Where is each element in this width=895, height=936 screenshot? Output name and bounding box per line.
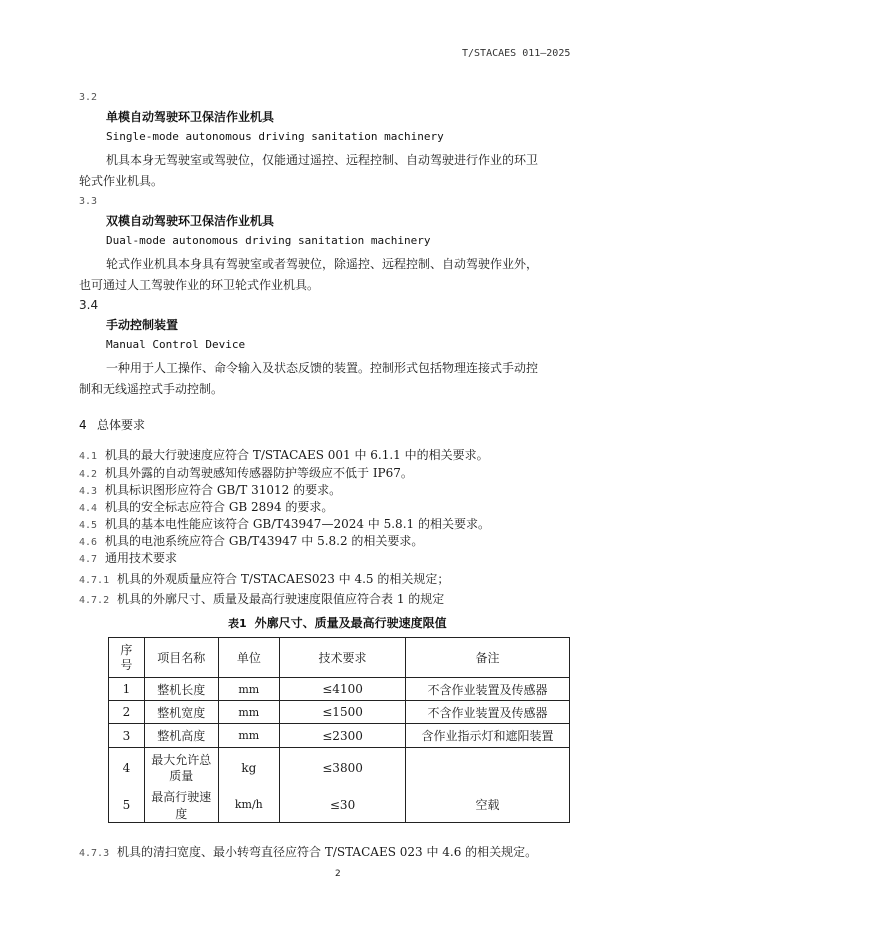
cell-requirement: ≤1500	[280, 701, 406, 724]
cell-requirement: ≤3800	[280, 748, 406, 788]
cell-seq: 4	[109, 748, 145, 788]
requirement-item	[79, 481, 341, 498]
table-caption-number: 表1	[228, 617, 247, 630]
requirement-item	[79, 843, 537, 860]
term-definition-line: 轮式作业机具。	[79, 174, 164, 188]
term-definition-line: 轮式作业机具本身具有驾驶室或者驾驶位，除遥控、远程控制、自动驾驶作业外，	[106, 257, 539, 271]
cell-seq: 2	[109, 701, 145, 724]
document-code: T/STACAES 011—2025	[462, 48, 571, 59]
item-text: 机具的电池系统应符合 GB/T43947 中 5.8.2 的相关要求。	[105, 534, 424, 548]
requirement-item	[79, 532, 423, 549]
table-row	[109, 678, 570, 701]
cell-note: 空载	[406, 788, 570, 823]
item-text: 机具的基本电性能应该符合 GB/T43947—2024 中 5.8.1 的相关要求。	[105, 517, 490, 531]
term-definition-line: 一种用于人工操作、命令输入及状态反馈的装置。控制形式包括物理连接式手动控	[106, 361, 539, 375]
term-title-en: Single-mode autonomous driving sanitation machinery	[106, 130, 444, 143]
table-row	[109, 724, 570, 748]
header-cell-note: 备注	[406, 638, 570, 678]
term-title-zh: 手动控制装置	[106, 318, 179, 332]
cell-unit: mm	[218, 701, 279, 724]
requirement-item	[79, 570, 449, 587]
term-title-zh: 双模自动驾驶环卫保洁作业机具	[106, 214, 275, 228]
cell-seq: 3	[109, 724, 145, 748]
cell-requirement: ≤2300	[280, 724, 406, 748]
cell-note	[406, 748, 570, 788]
item-text: 机具外露的自动驾驶感知传感器防护等级应不低于 IP67。	[105, 466, 413, 480]
table-row	[109, 701, 570, 724]
item-number: 4.7	[79, 554, 98, 565]
item-number: 4.2	[79, 469, 98, 480]
cell-unit: kg	[218, 748, 279, 788]
table-header-row	[109, 638, 570, 678]
page-number: 2	[335, 869, 341, 879]
item-text: 机具的外观质量应符合 T/STACAES023 中 4.5 的相关规定；	[117, 572, 450, 586]
requirement-item	[79, 498, 333, 515]
cell-unit: mm	[218, 724, 279, 748]
term-definition-line: 制和无线遥控式手动控制。	[79, 382, 224, 396]
dimension-limits-table	[108, 637, 570, 823]
cell-note: 含作业指示灯和遮阳装置	[406, 724, 570, 748]
term-number: 3.4	[79, 298, 99, 312]
cell-name: 整机长度	[144, 678, 218, 701]
section-heading	[79, 416, 145, 433]
table-row	[109, 748, 570, 788]
item-number: 4.7.3	[79, 848, 110, 859]
item-text: 机具标识图形应符合 GB/T 31012 的要求。	[105, 483, 342, 497]
term-title-en: Manual Control Device	[106, 338, 246, 351]
term-title-en: Dual-mode autonomous driving sanitation machinery	[106, 234, 431, 247]
section-title: 总体要求	[97, 418, 146, 432]
item-number: 4.7.2	[79, 595, 110, 606]
requirement-item	[79, 590, 444, 607]
item-text: 机具的外廓尺寸、质量及最高行驶速度限值应符合表 1 的规定	[117, 592, 445, 606]
cell-note: 不含作业装置及传感器	[406, 678, 570, 701]
cell-name: 整机宽度	[144, 701, 218, 724]
cell-unit: km/h	[218, 788, 279, 823]
term-number: 3.2	[79, 92, 98, 103]
section-number: 4	[79, 418, 87, 432]
cell-requirement: ≤30	[280, 788, 406, 823]
cell-name: 最大允许总质量	[144, 748, 218, 788]
term-number: 3.3	[79, 196, 98, 207]
requirement-item	[79, 464, 413, 481]
item-number: 4.4	[79, 503, 98, 514]
header-cell-name: 项目名称	[144, 638, 218, 678]
header-cell-unit: 单位	[218, 638, 279, 678]
term-definition-line: 机具本身无驾驶室或驾驶位，仅能通过遥控、远程控制、自动驾驶进行作业的环卫	[106, 153, 539, 167]
requirement-item	[79, 549, 177, 566]
cell-name: 最高行驶速度	[144, 788, 218, 823]
cell-name: 整机高度	[144, 724, 218, 748]
table-caption-title: 外廓尺寸、质量及最高行驶速度限值	[254, 616, 447, 630]
table-caption	[228, 614, 447, 631]
cell-seq: 5	[109, 788, 145, 823]
requirement-item	[79, 515, 490, 532]
header-cell-requirement: 技术要求	[280, 638, 406, 678]
term-title-zh: 单模自动驾驶环卫保洁作业机具	[106, 110, 275, 124]
cell-seq: 1	[109, 678, 145, 701]
item-number: 4.1	[79, 451, 98, 462]
term-definition-line: 也可通过人工驾驶作业的环卫轮式作业机具。	[79, 278, 320, 292]
header-cell-seq: 序号	[109, 638, 145, 678]
item-number: 4.6	[79, 537, 98, 548]
item-number: 4.5	[79, 520, 98, 531]
item-text: 机具的清扫宽度、最小转弯直径应符合 T/STACAES 023 中 4.6 的相关规定。	[117, 845, 538, 859]
table-row	[109, 788, 570, 823]
item-text: 机具的最大行驶速度应符合 T/STACAES 001 中 6.1.1 中的相关要求。	[105, 448, 489, 462]
cell-note: 不含作业装置及传感器	[406, 701, 570, 724]
requirement-item	[79, 446, 489, 463]
cell-requirement: ≤4100	[280, 678, 406, 701]
item-text: 机具的安全标志应符合 GB 2894 的要求。	[105, 500, 334, 514]
item-number: 4.3	[79, 486, 98, 497]
cell-unit: mm	[218, 678, 279, 701]
item-number: 4.7.1	[79, 575, 110, 586]
item-text: 通用技术要求	[105, 551, 178, 565]
